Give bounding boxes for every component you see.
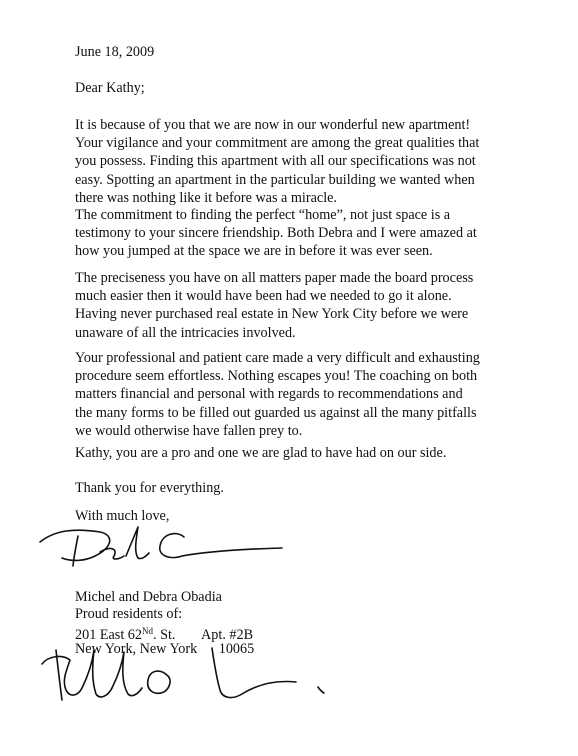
paragraph-line: procedure seem effortless. Nothing escapes you! The coaching on both (75, 368, 478, 385)
salutation: Dear Kathy; (75, 80, 145, 96)
paragraph-line: It is because of you that we are now in our wonderful new apartment! (75, 117, 471, 133)
paragraph-line: Having never purchased real estate in New York City before we were (75, 306, 469, 323)
paragraph-line: you possess. Finding this apartment with all our specifications was not (75, 153, 476, 170)
residents-line: Proud residents of: (75, 606, 183, 622)
apartment: Apt. #2B (201, 627, 254, 643)
paragraph-line: Thank you for everything. (75, 480, 224, 496)
paragraph-line: the many forms to be filled out guarded us against all the many pitfalls (75, 404, 477, 421)
paragraph-line: The commitment to finding the perfect “home”, not just space is a (75, 207, 451, 223)
street-end: . St. (153, 627, 176, 643)
paragraph-line: easy. Spotting an apartment in the particular building we wanted when (75, 171, 475, 188)
zip-code: 10065 (218, 641, 255, 657)
paragraph-line: Your vigilance and your commitment are among the great qualities that (75, 135, 480, 152)
paragraph-line: unaware of all the intricacies involved. (75, 324, 296, 341)
street-number: 201 East 62 (75, 627, 142, 643)
paragraph-line: much easier then it would have been had we needed to go it alone. (75, 288, 452, 305)
paragraph-line: matters financial and personal with regards to recommendations and (75, 386, 463, 403)
paragraph-line: how you jumped at the space we are in before it was ever seen. (75, 243, 433, 260)
paragraph-line: The preciseness you have on all matters paper made the board process (75, 270, 474, 286)
paragraph-line: we would otherwise have fallen prey to. (75, 422, 303, 439)
paragraph-line: Your professional and patient care made a very difficult and exhausting (75, 350, 480, 366)
street-suffix: Nd (142, 626, 153, 636)
paragraph-line: Kathy, you are a pro and one we are glad to have had on our side. (75, 445, 447, 461)
paragraph-line: there was nothing like it before was a miracle. (75, 189, 337, 206)
letter-date: June 18, 2009 (75, 44, 155, 60)
city-state: New York, New York (75, 641, 198, 657)
closing: With much love, (75, 508, 170, 524)
signers: Michel and Debra Obadia (75, 589, 222, 605)
paragraph-line: testimony to your sincere friendship. Both Debra and I were amazed at (75, 225, 477, 242)
